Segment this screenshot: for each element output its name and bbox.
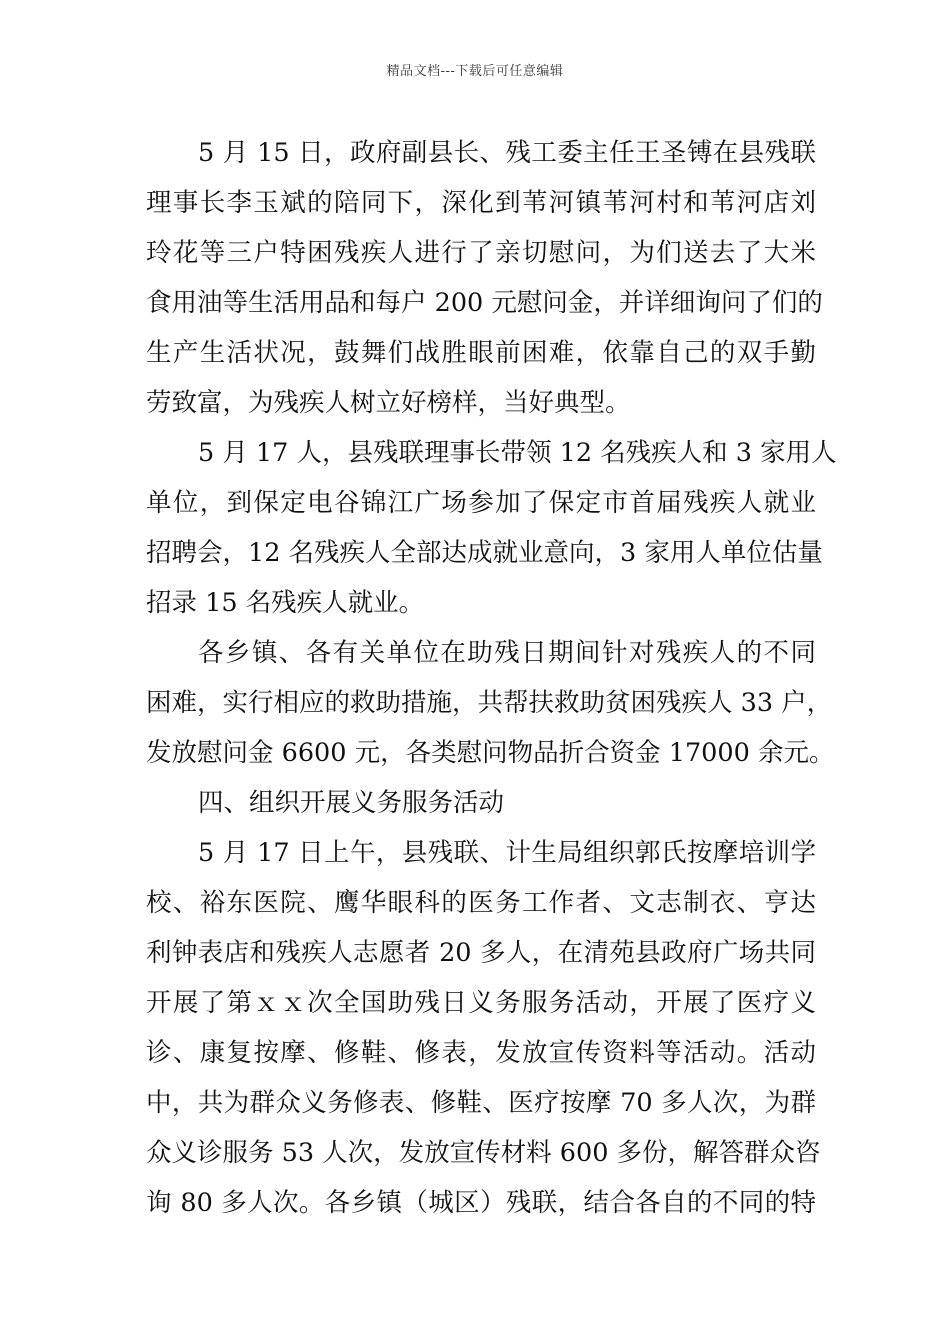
body-line: 询 80 多人次。各乡镇（城区）残联，结合各自的不同的特 — [146, 1188, 816, 1218]
body-line: 食用油等生活用品和每户 200 元慰问金，并详细询问了们的 — [146, 288, 823, 318]
body-line: 玲花等三户特困残疾人进行了亲切慰问，为们送去了大米 — [146, 238, 816, 268]
body-line: 生产生活状况，鼓舞们战胜眼前困难，依靠自己的双手勤 — [146, 338, 816, 368]
body-line: 招录 15 名残疾人就业。 — [146, 588, 425, 618]
section-heading: 四、组织开展义务服务活动 — [198, 788, 505, 818]
body-line: 5 月 17 日上午，县残联、计生局组织郭氏按摩培训学 — [198, 838, 816, 868]
body-line: 5 月 15 日，政府副县长、残工委主任王圣镈在县残联 — [198, 138, 816, 168]
body-line: 校、裕东医院、鹰华眼科的医务工作者、文志制衣、亨达 — [146, 888, 816, 918]
body-line: 中，共为群众义务修表、修鞋、医疗按摩 70 多人次，为群 — [146, 1088, 816, 1118]
body-line: 单位，到保定电谷锦江广场参加了保定市首届残疾人就业 — [146, 488, 816, 518]
document-body — [146, 128, 837, 1228]
page-header: 精品文档---下载后可任意编辑 — [386, 64, 564, 79]
body-line: 开展了第ｘｘ次全国助残日义务服务活动，开展了医疗义 — [146, 988, 816, 1018]
body-line: 困难，实行相应的救助措施，共帮扶救助贫困残疾人 33 户， — [146, 688, 833, 718]
body-line: 招聘会，12 名残疾人全部达成就业意向，3 家用人单位估量 — [146, 538, 823, 568]
body-line: 劳致富，为残疾人树立好榜样，当好典型。 — [146, 388, 631, 418]
body-line: 众义诊服务 53 人次，发放宣传材料 600 多份，解答群众咨 — [146, 1138, 821, 1168]
body-line: 发放慰问金 6600 元，各类慰问物品折合资金 17000 余元。 — [146, 738, 835, 768]
body-line: 理事长李玉斌的陪同下，深化到苇河镇苇河村和苇河店刘 — [146, 188, 816, 218]
body-line: 诊、康复按摩、修鞋、修表，发放宣传资料等活动。活动 — [146, 1038, 816, 1068]
body-line: 5 月 17 人，县残联理事长带领 12 名残疾人和 3 家用人 — [198, 438, 837, 468]
body-line: 利钟表店和残疾人志愿者 20 多人，在清苑县政府广场共同 — [146, 938, 816, 968]
body-line: 各乡镇、各有关单位在助残日期间针对残疾人的不同 — [198, 638, 816, 668]
